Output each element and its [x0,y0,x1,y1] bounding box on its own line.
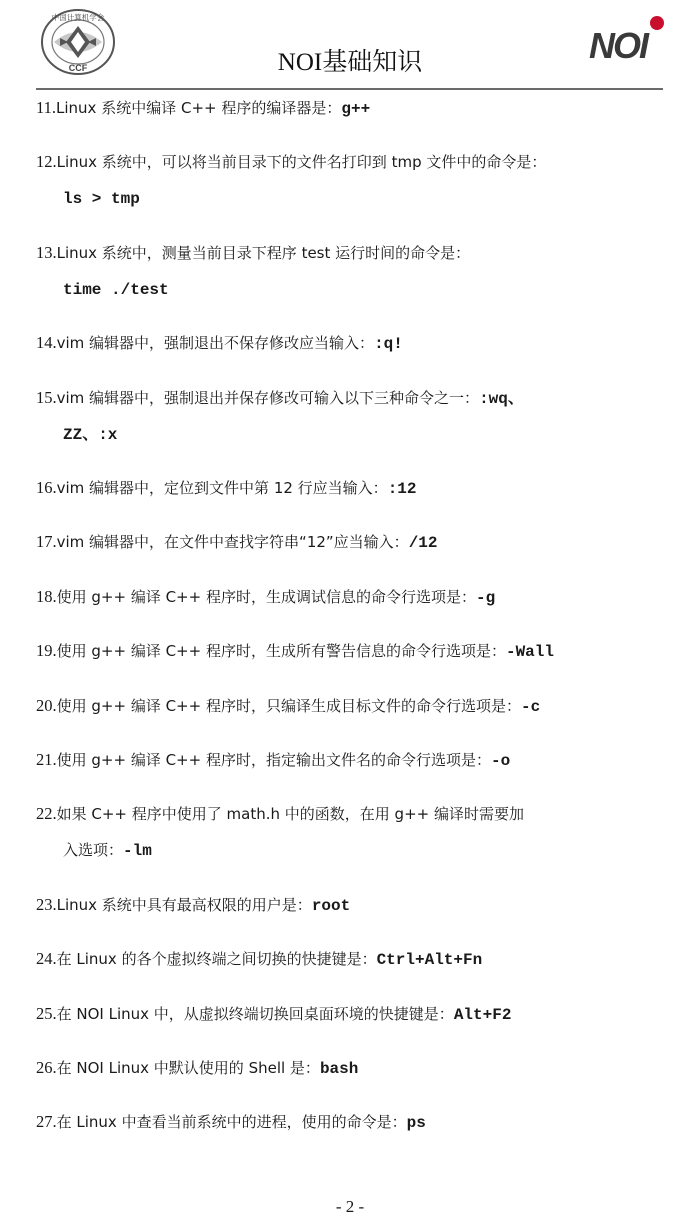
item-number: 20. [36,695,57,715]
item-number: 22. [36,804,57,824]
item-text: 在 Linux 的各个虚拟终端之间切换的快捷键是： [56,950,377,969]
list-item-line [36,152,546,172]
item-number: 15. [36,387,57,407]
page-title: NOI基础知识 [277,49,423,76]
item-number: 18. [36,586,57,606]
item-text: 使用 g++ 编译 C++ 程序时，生成调试信息的命令行选项是： [56,587,476,606]
item-command: /12 [408,534,438,553]
item-command: ZZ、:x [63,425,118,444]
item-command: -g [475,588,496,607]
item-number: 11. [36,98,57,117]
item-text: 使用 g++ 编译 C++ 程序时，生成所有警告信息的命令行选项是： [56,642,506,661]
item-number: 21. [36,750,57,769]
item-command: :12 [387,480,417,498]
list-item-line [36,641,554,661]
list-item-line [36,949,482,969]
list-item-line [63,188,140,208]
item-number: 12. [36,152,57,172]
noi-logo-dot [650,16,664,30]
list-item-line [36,98,370,118]
list-item-line [36,895,350,915]
list-item-line [36,587,495,607]
item-command: ps [406,1114,426,1133]
item-number: 26. [36,1058,57,1077]
list-item-line [36,388,524,408]
item-text: vim 编辑器中，强制退出并保存修改可输入以下三种命令之一： [56,388,480,407]
page-header [0,0,700,92]
header-divider [36,88,663,90]
ccf-logo-top-text: 中国计算机学会 [51,13,105,22]
item-text: 在 NOI Linux 中，从虚拟终端切换回桌面环境的快捷键是： [56,1004,454,1023]
item-text: 如果 C++ 程序中使用了 math.h 中的函数，在用 g++ 编译时需要加 [56,805,524,824]
item-command: Ctrl+Alt+Fn [376,951,483,970]
item-command: :wq、 [479,389,524,408]
item-command: -Wall [505,643,554,662]
item-command: Alt+F2 [453,1005,512,1024]
list-item-line [36,1004,511,1024]
noi-logo [587,14,667,64]
item-number: 27. [36,1112,57,1132]
list-item-line [36,333,403,353]
item-number: 25. [36,1003,57,1023]
item-text: Linux 系统中，可以将当前目录下的文件名打印到 tmp 文件中的命令是： [56,153,547,172]
item-text: Linux 系统中具有最高权限的用户是： [56,895,312,914]
item-text: 使用 g++ 编译 C++ 程序时，只编译生成目标文件的命令行选项是： [56,696,521,715]
list-item-line [36,1058,358,1078]
list-item-line [36,696,540,716]
item-text: 入选项： [63,841,124,860]
list-item-line [63,840,152,860]
item-number: 23. [36,894,57,914]
item-text: vim 编辑器中，在文件中查找字符串“12”应当输入： [56,533,409,552]
item-command: time ./test [63,280,169,299]
list-item-line [36,243,470,263]
item-number: 24. [36,949,57,969]
list-item-line [63,424,117,444]
page-number: - 2 - [335,1197,365,1216]
item-number: 13. [36,242,57,262]
item-text: vim 编辑器中，强制退出不保存修改应当输入： [56,334,375,353]
item-text: 在 Linux 中查看当前系统中的进程，使用的命令是： [56,1113,407,1132]
item-text: Linux 系统中，测量当前目录下程序 test 运行时间的命令是： [56,243,471,262]
item-command: ls > tmp [63,190,140,209]
item-number: 16. [36,478,57,497]
item-number: 17. [36,532,57,552]
item-text: vim 编辑器中，定位到文件中第 12 行应当输入： [56,479,388,497]
list-item-line [36,750,510,770]
item-text: 使用 g++ 编译 C++ 程序时，指定输出文件名的命令行选项是： [56,751,491,769]
item-command: root [311,896,351,915]
item-text: Linux 系统中编译 C++ 程序的编译器是： [56,99,342,117]
item-number: 19. [36,641,57,661]
list-item-line [36,804,524,824]
list-item-line [36,532,438,552]
item-command: g++ [341,100,371,118]
item-command: bash [319,1060,359,1078]
item-number: 14. [36,333,57,353]
list-item-line [36,478,417,498]
item-command: -lm [123,842,152,861]
item-text: 在 NOI Linux 中默认使用的 Shell 是： [56,1059,320,1077]
list-item-line [36,1112,426,1132]
noi-logo-text: NOI [589,25,648,64]
item-command: -c [520,697,541,716]
list-item-line [63,279,169,299]
item-command: :q! [374,335,403,354]
item-command: -o [490,752,511,770]
ccf-logo-bottom-text: CCF [68,63,88,73]
